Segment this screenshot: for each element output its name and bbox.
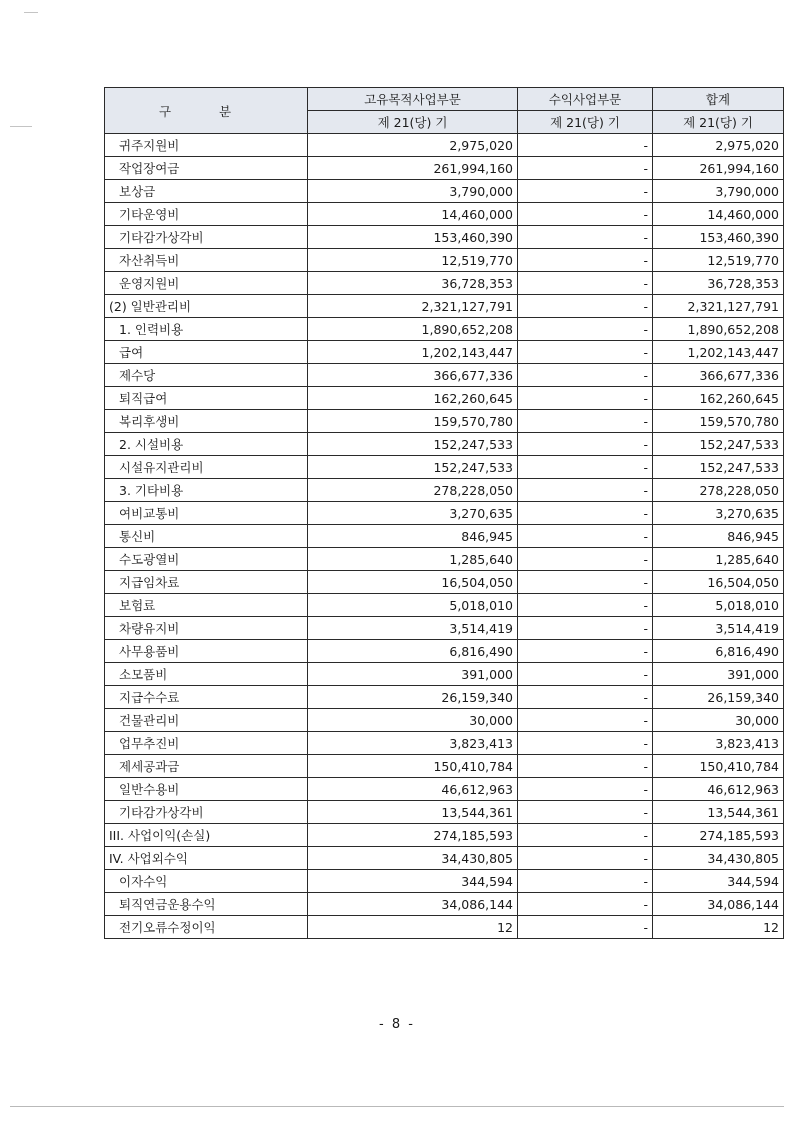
row-nonprofit-amount: 366,677,336 [308, 364, 518, 387]
row-label: 업무추진비 [105, 732, 308, 755]
table-row [105, 318, 784, 341]
table-row [105, 755, 784, 778]
row-profit-amount: - [518, 456, 653, 479]
table-row [105, 203, 784, 226]
period-profit: 제 21(당) 기 [518, 111, 653, 134]
row-nonprofit-amount: 16,504,050 [308, 571, 518, 594]
row-total-amount: 153,460,390 [653, 226, 784, 249]
financial-statement-table [104, 87, 784, 939]
row-label: 퇴직연금운용수익 [105, 893, 308, 916]
row-nonprofit-amount: 30,000 [308, 709, 518, 732]
table-row [105, 893, 784, 916]
row-total-amount: 16,504,050 [653, 571, 784, 594]
row-nonprofit-amount: 46,612,963 [308, 778, 518, 801]
row-total-amount: 278,228,050 [653, 479, 784, 502]
header-row [105, 88, 784, 111]
header-category: 구 분 [105, 88, 308, 134]
table-row [105, 824, 784, 847]
row-total-amount: 162,260,645 [653, 387, 784, 410]
row-label: 건물관리비 [105, 709, 308, 732]
table-row [105, 640, 784, 663]
row-nonprofit-amount: 159,570,780 [308, 410, 518, 433]
row-profit-amount: - [518, 571, 653, 594]
row-profit-amount: - [518, 755, 653, 778]
row-profit-amount: - [518, 548, 653, 571]
row-profit-amount: - [518, 594, 653, 617]
scan-mark [24, 12, 38, 13]
row-profit-amount: - [518, 916, 653, 939]
row-profit-amount: - [518, 732, 653, 755]
row-nonprofit-amount: 3,514,419 [308, 617, 518, 640]
row-nonprofit-amount: 5,018,010 [308, 594, 518, 617]
row-total-amount: 13,544,361 [653, 801, 784, 824]
row-nonprofit-amount: 1,285,640 [308, 548, 518, 571]
row-nonprofit-amount: 26,159,340 [308, 686, 518, 709]
scan-border-line [10, 1106, 784, 1107]
row-profit-amount: - [518, 410, 653, 433]
row-total-amount: 1,890,652,208 [653, 318, 784, 341]
table-row [105, 456, 784, 479]
row-profit-amount: - [518, 387, 653, 410]
table-row [105, 617, 784, 640]
table-row [105, 295, 784, 318]
row-profit-amount: - [518, 617, 653, 640]
row-total-amount: 34,430,805 [653, 847, 784, 870]
row-label: 1. 인력비용 [105, 318, 308, 341]
row-total-amount: 159,570,780 [653, 410, 784, 433]
row-nonprofit-amount: 36,728,353 [308, 272, 518, 295]
row-profit-amount: - [518, 847, 653, 870]
table-row [105, 663, 784, 686]
row-label: 자산취득비 [105, 249, 308, 272]
row-nonprofit-amount: 261,994,160 [308, 157, 518, 180]
row-label: 보험료 [105, 594, 308, 617]
row-profit-amount: - [518, 824, 653, 847]
row-profit-amount: - [518, 709, 653, 732]
header-nonprofit: 고유목적사업부문 [308, 88, 518, 111]
table-row [105, 410, 784, 433]
row-total-amount: 152,247,533 [653, 433, 784, 456]
row-total-amount: 2,321,127,791 [653, 295, 784, 318]
row-profit-amount: - [518, 663, 653, 686]
row-total-amount: 14,460,000 [653, 203, 784, 226]
row-total-amount: 46,612,963 [653, 778, 784, 801]
row-total-amount: 1,285,640 [653, 548, 784, 571]
header-profit: 수익사업부문 [518, 88, 653, 111]
row-profit-amount: - [518, 272, 653, 295]
row-label: 소모품비 [105, 663, 308, 686]
row-nonprofit-amount: 278,228,050 [308, 479, 518, 502]
row-label: IV. 사업외수익 [105, 847, 308, 870]
row-profit-amount: - [518, 778, 653, 801]
table-row [105, 847, 784, 870]
row-total-amount: 26,159,340 [653, 686, 784, 709]
row-nonprofit-amount: 14,460,000 [308, 203, 518, 226]
row-label: 기타감가상각비 [105, 226, 308, 249]
row-label: 운영지원비 [105, 272, 308, 295]
page-number: - 8 - [379, 1017, 415, 1032]
row-total-amount: 12,519,770 [653, 249, 784, 272]
row-label: III. 사업이익(손실) [105, 824, 308, 847]
row-profit-amount: - [518, 893, 653, 916]
row-nonprofit-amount: 6,816,490 [308, 640, 518, 663]
table-row [105, 801, 784, 824]
row-label: 사무용품비 [105, 640, 308, 663]
row-nonprofit-amount: 2,975,020 [308, 134, 518, 157]
table-body [105, 134, 784, 939]
row-total-amount: 3,823,413 [653, 732, 784, 755]
row-total-amount: 152,247,533 [653, 456, 784, 479]
row-total-amount: 1,202,143,447 [653, 341, 784, 364]
row-nonprofit-amount: 13,544,361 [308, 801, 518, 824]
row-total-amount: 30,000 [653, 709, 784, 732]
row-profit-amount: - [518, 525, 653, 548]
row-nonprofit-amount: 846,945 [308, 525, 518, 548]
table-row [105, 433, 784, 456]
period-nonprofit: 제 21(당) 기 [308, 111, 518, 134]
row-label: 이자수익 [105, 870, 308, 893]
row-total-amount: 3,514,419 [653, 617, 784, 640]
row-profit-amount: - [518, 870, 653, 893]
table-row [105, 479, 784, 502]
row-label: 수도광열비 [105, 548, 308, 571]
row-label: 보상금 [105, 180, 308, 203]
row-label: 2. 시설비용 [105, 433, 308, 456]
table-row [105, 732, 784, 755]
row-profit-amount: - [518, 295, 653, 318]
row-nonprofit-amount: 3,790,000 [308, 180, 518, 203]
row-label: 통신비 [105, 525, 308, 548]
row-total-amount: 5,018,010 [653, 594, 784, 617]
table-row [105, 272, 784, 295]
row-label: 작업장여금 [105, 157, 308, 180]
period-total: 제 21(당) 기 [653, 111, 784, 134]
row-profit-amount: - [518, 341, 653, 364]
row-label: 기타감가상각비 [105, 801, 308, 824]
row-total-amount: 2,975,020 [653, 134, 784, 157]
row-profit-amount: - [518, 502, 653, 525]
row-profit-amount: - [518, 134, 653, 157]
row-total-amount: 274,185,593 [653, 824, 784, 847]
row-label: 차량유지비 [105, 617, 308, 640]
row-total-amount: 3,790,000 [653, 180, 784, 203]
row-nonprofit-amount: 152,247,533 [308, 456, 518, 479]
row-nonprofit-amount: 12 [308, 916, 518, 939]
scan-mark [10, 126, 32, 127]
row-nonprofit-amount: 152,247,533 [308, 433, 518, 456]
table-row [105, 387, 784, 410]
row-nonprofit-amount: 2,321,127,791 [308, 295, 518, 318]
row-profit-amount: - [518, 203, 653, 226]
table-row [105, 778, 784, 801]
row-nonprofit-amount: 1,202,143,447 [308, 341, 518, 364]
row-total-amount: 344,594 [653, 870, 784, 893]
row-label: 지급임차료 [105, 571, 308, 594]
table-row [105, 870, 784, 893]
row-label: (2) 일반관리비 [105, 295, 308, 318]
row-profit-amount: - [518, 180, 653, 203]
row-profit-amount: - [518, 226, 653, 249]
row-profit-amount: - [518, 479, 653, 502]
table-row [105, 502, 784, 525]
row-total-amount: 6,816,490 [653, 640, 784, 663]
row-total-amount: 12 [653, 916, 784, 939]
row-total-amount: 150,410,784 [653, 755, 784, 778]
row-label: 시설유지관리비 [105, 456, 308, 479]
row-profit-amount: - [518, 640, 653, 663]
table-row [105, 709, 784, 732]
row-profit-amount: - [518, 686, 653, 709]
row-label: 전기오류수정이익 [105, 916, 308, 939]
table-row [105, 134, 784, 157]
table-row [105, 525, 784, 548]
table-row [105, 364, 784, 387]
table-row [105, 594, 784, 617]
table-row [105, 571, 784, 594]
table-row [105, 341, 784, 364]
row-label: 제세공과금 [105, 755, 308, 778]
table-row [105, 686, 784, 709]
row-nonprofit-amount: 34,430,805 [308, 847, 518, 870]
row-profit-amount: - [518, 801, 653, 824]
row-label: 3. 기타비용 [105, 479, 308, 502]
header-total: 합계 [653, 88, 784, 111]
row-label: 기타운영비 [105, 203, 308, 226]
table-row [105, 548, 784, 571]
row-nonprofit-amount: 150,410,784 [308, 755, 518, 778]
row-label: 제수당 [105, 364, 308, 387]
table-row [105, 180, 784, 203]
row-profit-amount: - [518, 318, 653, 341]
row-nonprofit-amount: 274,185,593 [308, 824, 518, 847]
row-profit-amount: - [518, 364, 653, 387]
row-total-amount: 391,000 [653, 663, 784, 686]
row-nonprofit-amount: 344,594 [308, 870, 518, 893]
row-profit-amount: - [518, 249, 653, 272]
row-profit-amount: - [518, 433, 653, 456]
row-total-amount: 36,728,353 [653, 272, 784, 295]
row-label: 지급수수료 [105, 686, 308, 709]
row-nonprofit-amount: 391,000 [308, 663, 518, 686]
row-nonprofit-amount: 162,260,645 [308, 387, 518, 410]
row-nonprofit-amount: 3,270,635 [308, 502, 518, 525]
table-row [105, 249, 784, 272]
row-total-amount: 366,677,336 [653, 364, 784, 387]
row-label: 퇴직급여 [105, 387, 308, 410]
row-profit-amount: - [518, 157, 653, 180]
row-nonprofit-amount: 3,823,413 [308, 732, 518, 755]
table-row [105, 916, 784, 939]
row-total-amount: 846,945 [653, 525, 784, 548]
table-row [105, 157, 784, 180]
row-total-amount: 3,270,635 [653, 502, 784, 525]
row-label: 복리후생비 [105, 410, 308, 433]
row-nonprofit-amount: 1,890,652,208 [308, 318, 518, 341]
row-nonprofit-amount: 153,460,390 [308, 226, 518, 249]
row-label: 귀주지원비 [105, 134, 308, 157]
row-nonprofit-amount: 34,086,144 [308, 893, 518, 916]
row-nonprofit-amount: 12,519,770 [308, 249, 518, 272]
row-label: 여비교통비 [105, 502, 308, 525]
table-row [105, 226, 784, 249]
row-label: 급여 [105, 341, 308, 364]
row-total-amount: 261,994,160 [653, 157, 784, 180]
row-total-amount: 34,086,144 [653, 893, 784, 916]
row-label: 일반수용비 [105, 778, 308, 801]
